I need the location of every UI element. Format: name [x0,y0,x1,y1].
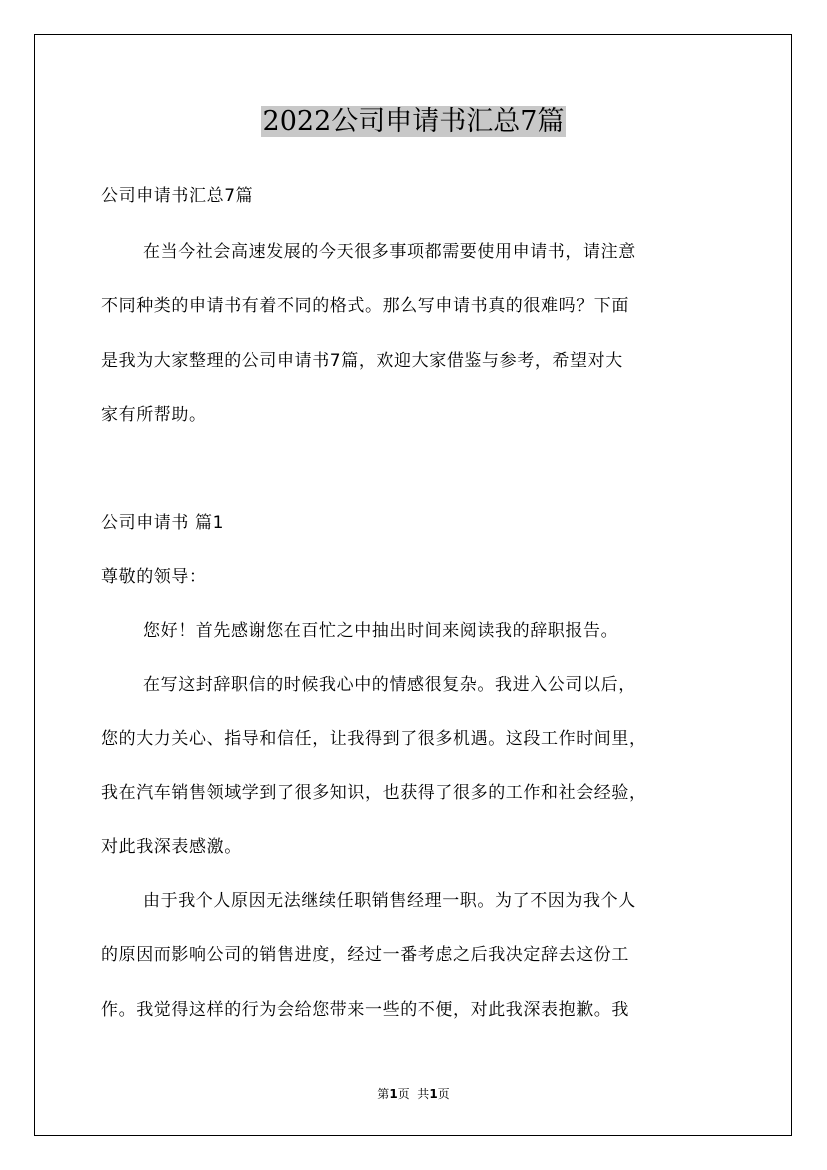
intro-line: 不同种类的申请书有着不同的格式。那么写申请书真的很难吗？下面 [101,296,629,316]
paragraph-line: 在写这封辞职信的时候我心中的情感很复杂。我进入公司以后， [143,675,636,695]
title-text: 2022公司申请书汇总7篇 [262,106,565,137]
intro-line: 家有所帮助。 [101,405,207,425]
salutation: 尊敬的领导： [101,567,207,587]
paragraph-line: 我在汽车销售领域学到了很多知识，也获得了很多的工作和社会经验， [101,783,647,803]
paragraph-line: 您的大力关心、指导和信任，让我得到了很多机遇。这段工作时间里， [101,729,647,749]
footer-suffix: 页 [437,1087,450,1101]
current-page-number: 1 [389,1087,398,1101]
paragraph-line: 您好！首先感谢您在百忙之中抽出时间来阅读我的辞职报告。 [143,621,619,641]
paragraph-line: 对此我深表感激。 [101,837,242,857]
footer-mid: 页 共 [397,1087,430,1101]
paragraph-line: 作。我觉得这样的行为会给您带来一些的不便，对此我深表抱歉。我 [101,1000,629,1020]
footer-prefix: 第 [377,1087,390,1101]
intro-line: 是我为大家整理的公司申请书7篇，欢迎大家借鉴与参考，希望对大 [101,351,623,371]
paragraph-line: 的原因而影响公司的销售进度，经过一番考虑之后我决定辞去这份工 [101,945,629,965]
intro-line: 在当今社会高速发展的今天很多事项都需要使用申请书，请注意 [143,242,636,262]
section-heading: 公司申请书 篇1 [101,513,225,533]
page-footer [0,1085,827,1102]
subtitle: 公司申请书汇总7篇 [101,186,254,206]
document-title [0,102,827,142]
total-page-number: 1 [429,1087,438,1101]
paragraph-line: 由于我个人原因无法继续任职销售经理一职。为了不因为我个人 [143,891,636,911]
